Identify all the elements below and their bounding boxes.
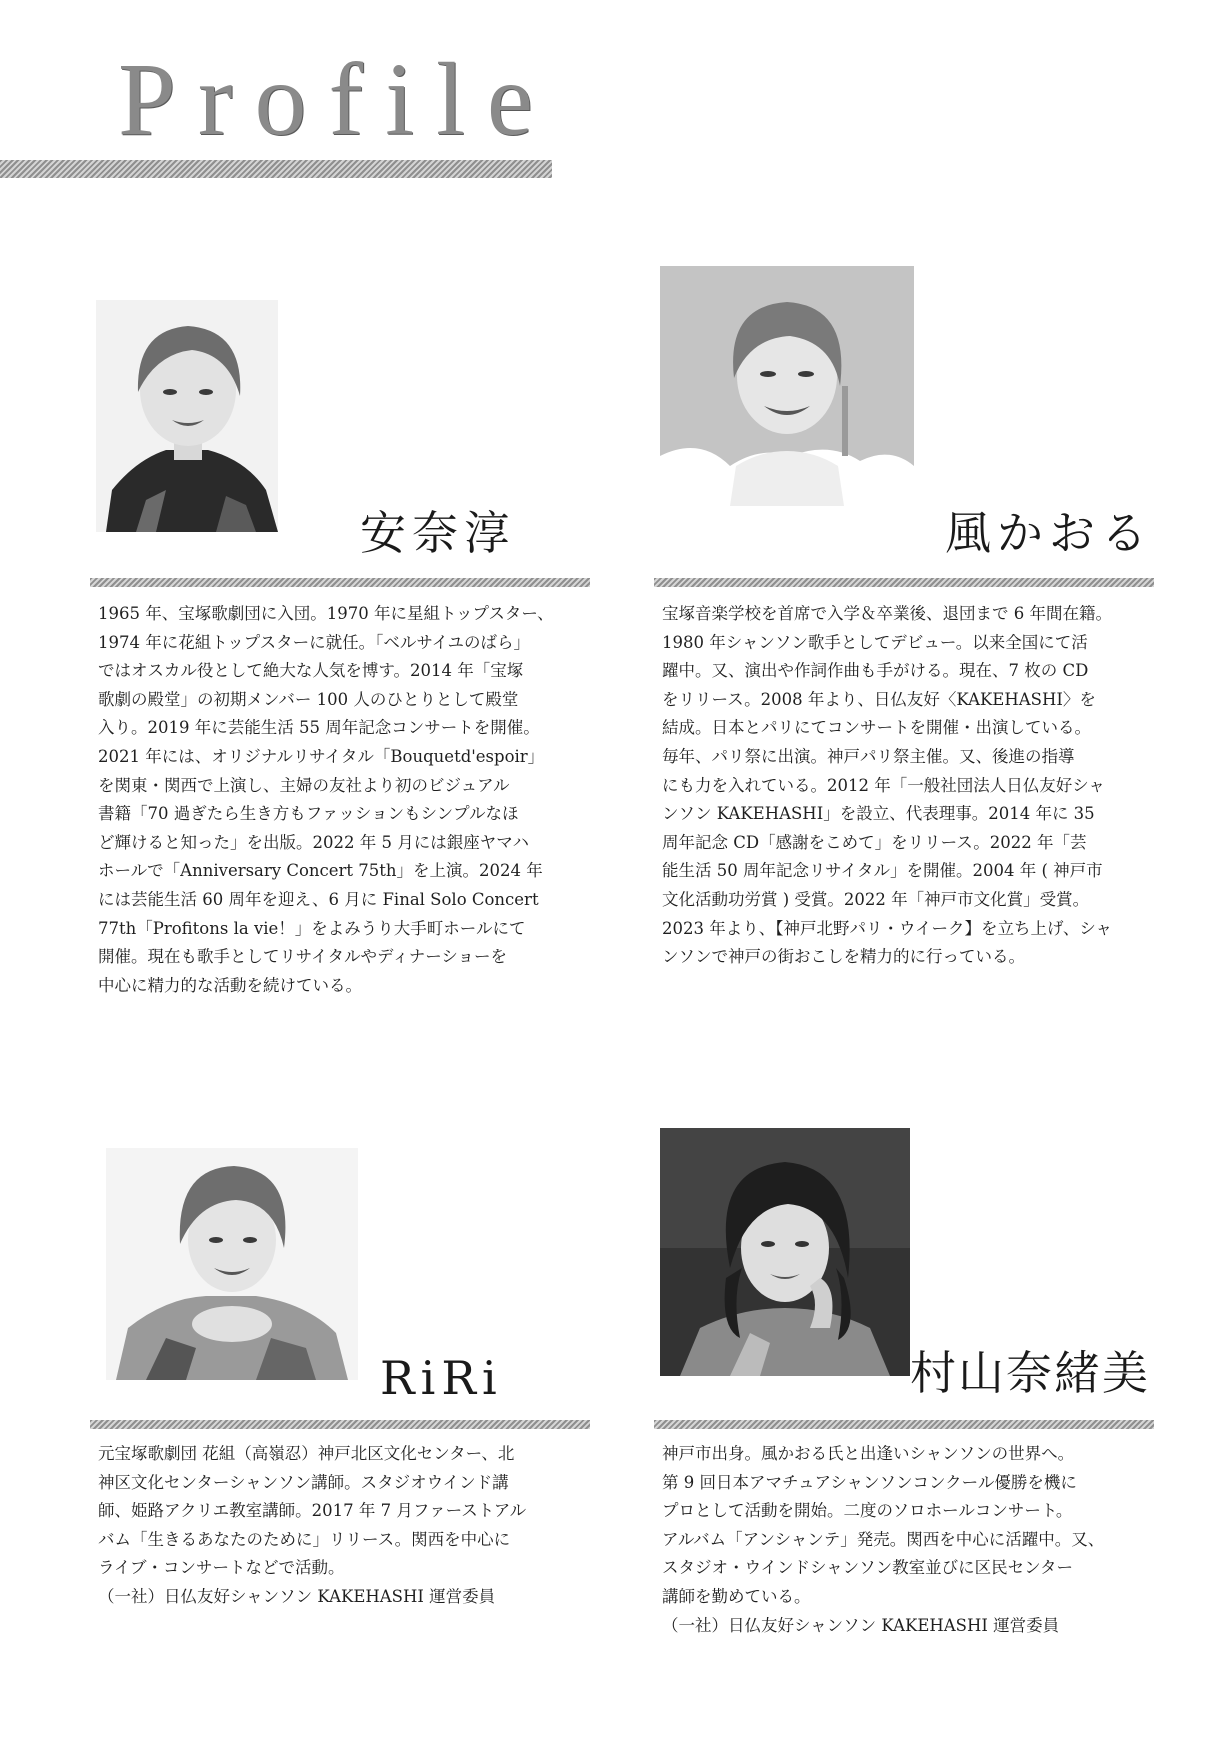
bio-line: ホールで「Anniversary Concert 75th」を上演。2024 年 [98,861,543,881]
bio-line: 2023 年より、【神戸北野パリ・ウイーク】を立ち上げ、シャ [662,918,1113,938]
bio-line: ライブ・コンサートなどで活動。 [98,1558,345,1578]
bio-line: 師、姫路アクリエ教室講師。2017 年 7 月ファーストアル [98,1501,527,1521]
bio-line: （一社）日仏友好シャンソン KAKEHASHI 運営委員 [662,1615,1060,1635]
bio-line: 1974 年に花組トップスターに就任。「ベルサイユのばら」 [98,632,531,652]
bio-line: には芸能生活 60 周年を迎え、6 月に Final Solo Concert [98,889,539,909]
bio-line: 1980 年シャンソン歌手としてデビュー。以来全国にて活 [662,632,1088,652]
bio-line: バム「生きるあなたのために」リリース。関西を中心に [98,1529,511,1549]
bio-line: 入り。2019 年に芸能生活 55 周年記念コンサートを開催。 [98,718,540,738]
profile-bio [662,1440,1104,1640]
portrait-photo-anna-jun [96,300,278,532]
bio-line: をリリース。2008 年より、日仏友好〈KAKEHASHI〉を [662,689,1096,709]
bio-line: 77th「Profitons la vie！」をよみうり大手町ホールにて [98,918,526,938]
bio-line: プロとして活動を開始。二度のソロホールコンサート。 [662,1501,1073,1521]
bio-line: ど輝けると知った」を出版。2022 年 5 月には銀座ヤマハ [98,832,530,852]
bio-line: 文化活動功労賞 ) 受賞。2022 年「神戸市文化賞」受賞。 [662,889,1090,909]
bio-line: 神戸市出身。風かおる氏と出逢いシャンソンの世界へ。 [662,1444,1075,1463]
bio-line: にも力を入れている。2012 年「一般社団法人日仏友好シャ [662,775,1105,795]
bio-line: アルバム「アンシャンテ」発売。関西を中心に活躍中。又、 [662,1529,1105,1549]
profile-divider [654,578,1154,587]
bio-line: 周年記念 CD「感謝をこめて」をリリース。2022 年「芸 [662,832,1087,852]
profile-name: 安奈淳 [360,506,516,560]
profile-name: RiRi [380,1351,503,1405]
profile-bio [662,600,1112,972]
title-underline [0,160,552,178]
bio-line: 書籍「70 過ぎたら生き方もファッションもシンプルなほ [98,804,519,824]
profile-name: 風かおる [945,506,1153,560]
profile-name: 村山奈緒美 [910,1346,1150,1400]
bio-line: 第 9 回日本アマチュアシャンソンコンクール優勝を機に [662,1472,1077,1492]
bio-line: 1965 年、宝塚歌劇団に入団。1970 年に星組トップスター、 [98,604,554,623]
bio-line: 神区文化センターシャンソン講師。スタジオウインド講 [98,1472,509,1492]
bio-line: スタジオ・ウインドシャンソン教室並びに区民センター [662,1558,1074,1578]
bio-line: 元宝塚歌劇団 花組（高嶺忍）神戸北区文化センター、北 [98,1444,515,1463]
portrait-photo-riri [106,1148,358,1380]
bio-line: 宝塚音楽学校を首席で入学＆卒業後、退団まで 6 年間在籍。 [662,604,1112,623]
bio-line: 開催。現在も歌手としてリサイタルやディナーショーを [98,947,508,967]
bio-line: 2021 年には、オリジナルリサイタル「Bouquetd'espoir」 [98,746,545,766]
bio-line: 中心に精力的な活動を続けている。 [98,975,362,995]
profile-bio [98,600,554,1000]
bio-line: 毎年、パリ祭に出演。神戸パリ祭主催。又、後進の指導 [662,746,1075,766]
bio-line: 結成。日本とパリにてコンサートを開催・出演している。 [662,718,1091,738]
bio-line: （一社）日仏友好シャンソン KAKEHASHI 運営委員 [98,1586,496,1606]
bio-line: 講師を勤めている。 [662,1586,811,1606]
bio-line: 能生活 50 周年記念リサイタル」を開催。2004 年 ( 神戸市 [662,861,1103,881]
bio-line: 歌劇の殿堂」の初期メンバー 100 人のひとりとして殿堂 [98,689,519,709]
bio-line: ンソン KAKEHASHI」を設立、代表理事。2014 年に 35 [662,804,1095,824]
profile-divider [90,578,590,587]
bio-line: を関東・関西で上演し、主婦の友社より初のビジュアル [98,775,510,795]
bio-line: ではオスカル役として絶大な人気を博す。2014 年「宝塚 [98,661,524,681]
page-title: Profile [118,42,556,157]
profile-divider [90,1420,590,1429]
profile-divider [654,1420,1154,1429]
bio-line: ンソンで神戸の街おこしを精力的に行っている。 [662,947,1025,967]
profile-bio [98,1440,526,1612]
bio-line: 躍中。又、演出や作詞作曲も手がける。現在、7 枚の CD [662,661,1089,681]
portrait-photo-kaze-kaoru [660,266,914,506]
portrait-photo-murayama-naomi [660,1128,910,1376]
